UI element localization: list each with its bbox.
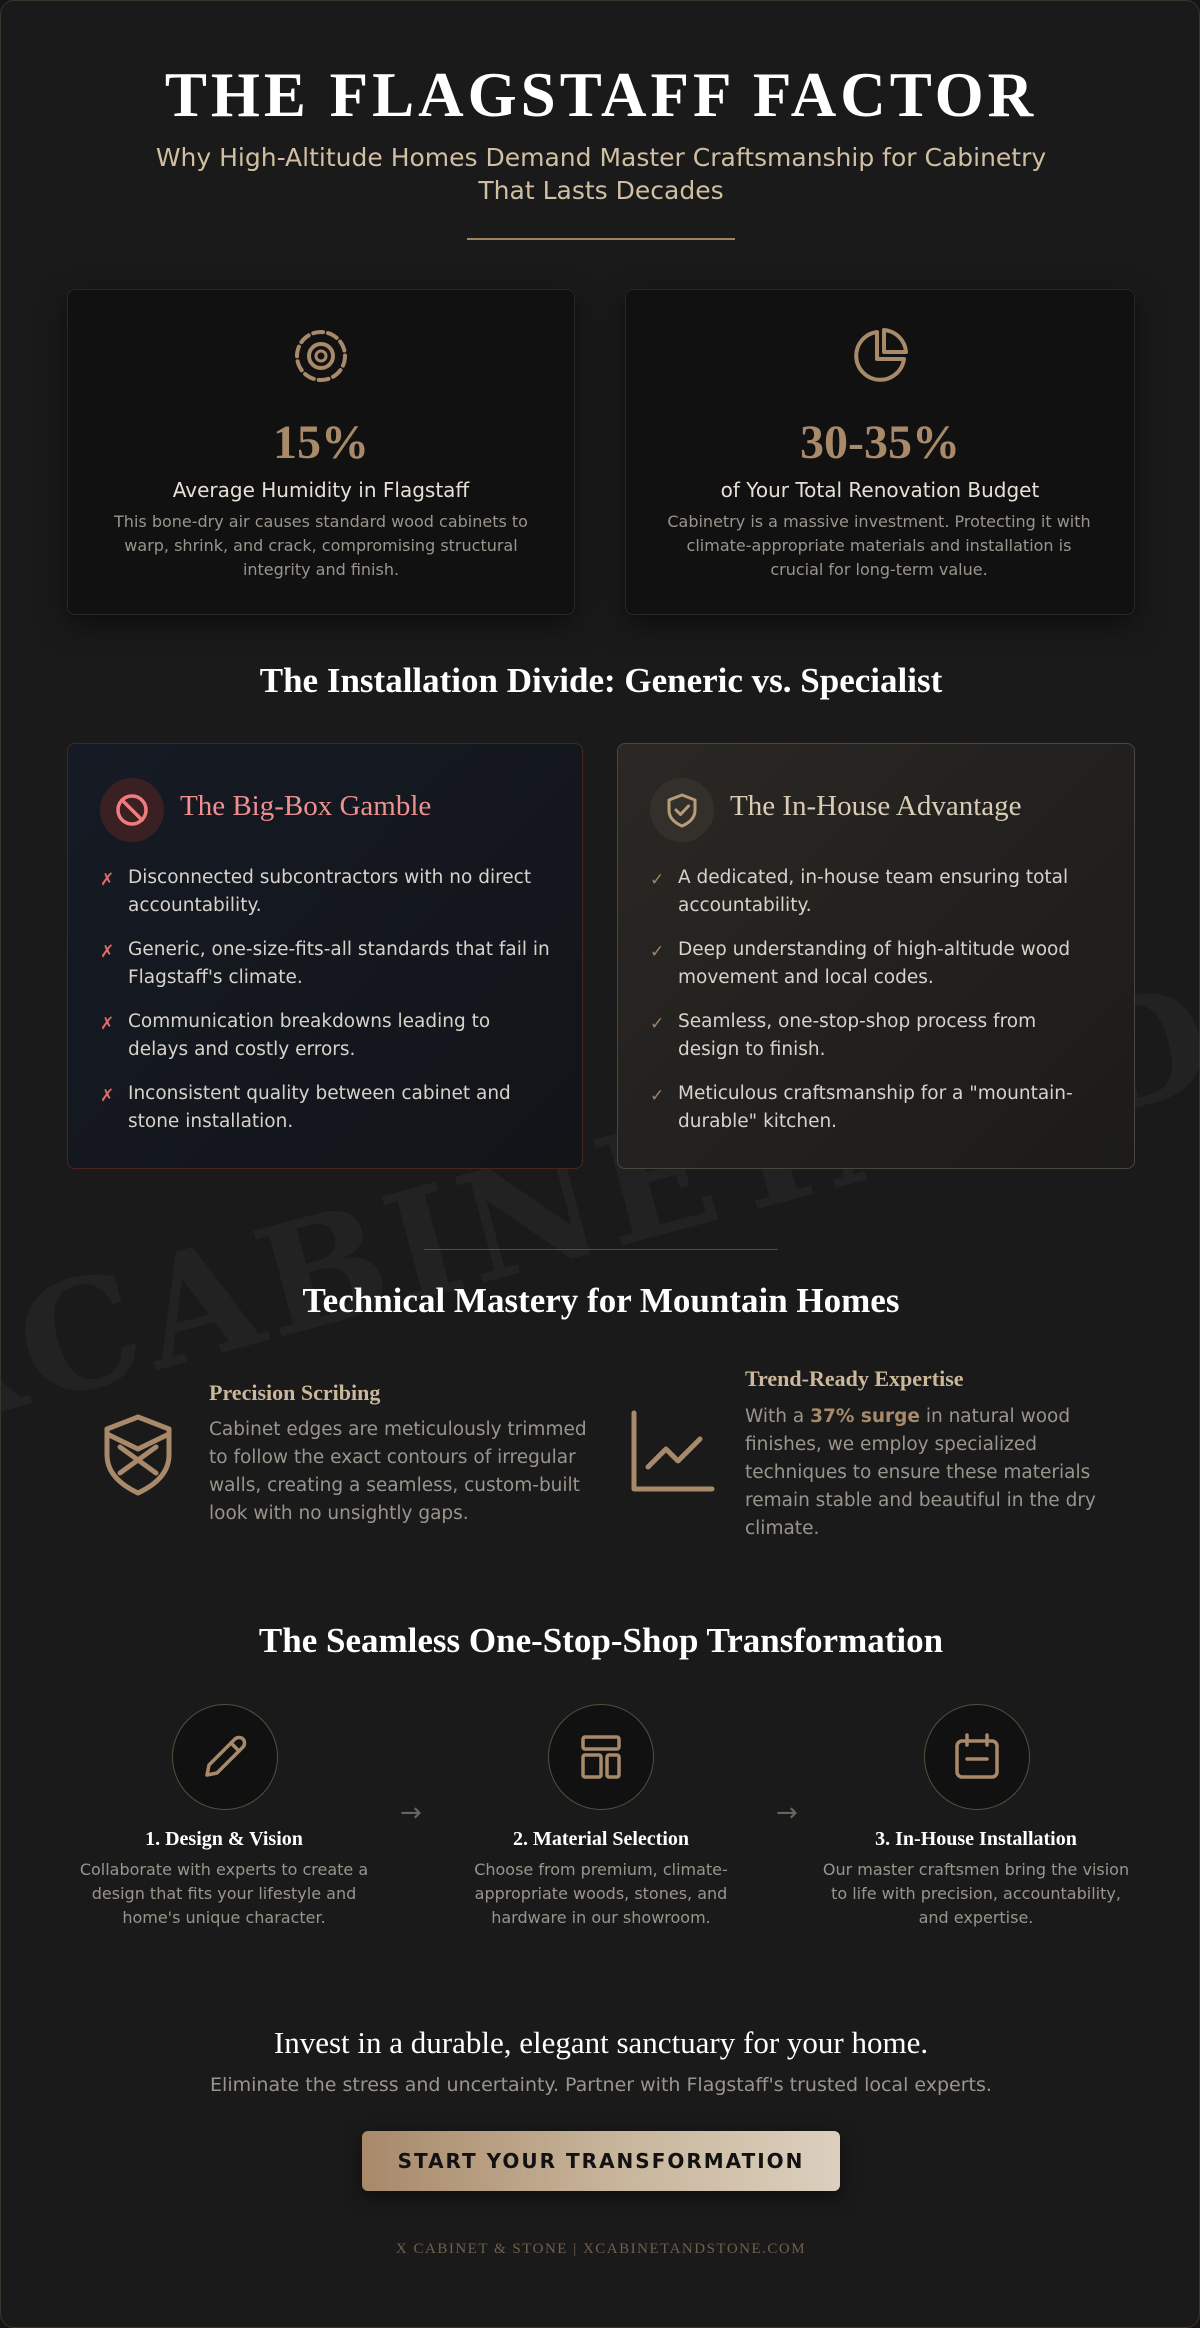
step-title: 2. Material Selection [512,1828,690,1850]
list-item-text: Generic, one-size-fits-all standards that fail in Flagstaff's climate. [128,939,550,988]
check-icon: ✓ [650,1086,665,1106]
x-mark-icon: ✗ [100,942,115,962]
pie-chart-icon [850,326,910,386]
stat-card-budget [625,289,1135,615]
x-mark-icon: ✗ [100,1014,115,1034]
stat-card-humidity [67,289,575,615]
page-subtitle: Why High-Altitude Homes Demand Master Craftsmanship for Cabinetry That Lasts Decades [155,143,1047,205]
step-arrow-icon: → [776,1798,798,1828]
start-transformation-button[interactable]: START YOUR TRANSFORMATION [362,2131,840,2191]
mastery-item-title: Trend-Ready Expertise [745,1366,964,1391]
highlight-stat: 37% surge [810,1406,920,1427]
stat-description: Cabinetry is a massive investment. Protecting it with climate-appropriate materials and installation is crucial for long-term value. [667,512,1091,579]
step-description: Our master craftsmen bring the vision to life with precision, accountability, and expertise. [822,1860,1130,1927]
stat-value: 30-35% [800,416,960,469]
trend-chart-icon [626,1409,716,1499]
x-mark-icon: ✗ [100,870,115,890]
mastery-item-text: Cabinet edges are meticulously trimmed to follow the exact contours of irregular walls, creating a seamless, custom-built look with no unsightly gaps. [209,1419,587,1524]
x-mark-icon: ✗ [100,1086,115,1106]
header-divider [467,238,735,240]
specialist-title: The In-House Advantage [730,790,1022,822]
check-icon: ✓ [650,1014,665,1034]
mastery-item-title: Precision Scribing [209,1380,381,1405]
list-item [650,1008,1100,1080]
list-item-text: Seamless, one-stop-shop process from design to finish. [678,1011,1037,1060]
step-title: 3. In-House Installation [875,1828,1077,1850]
ban-icon-wrap [100,778,164,842]
stat-label: of Your Total Renovation Budget [720,478,1040,502]
step-icon-circle [548,1704,654,1810]
step-arrow-icon: → [400,1798,422,1828]
step-icon-circle [172,1704,278,1810]
stat-description: This bone-dry air causes standard wood cabinets to warp, shrink, and crack, compromising structural integrity and finish. [114,512,528,579]
scribe-icon [93,1409,183,1499]
list-item [100,864,550,936]
cta-title: Invest in a durable, elegant sanctuary for your home. [273,2025,929,2060]
generic-list [100,864,550,1152]
list-item-text: Deep understanding of high-altitude wood movement and local codes. [678,939,1071,988]
stat-value: 15% [273,416,369,469]
pencil-icon [199,1731,251,1783]
footer: X CABINET & STONE | XCABINETANDSTONE.COM [395,2241,807,2257]
page-title: THE FLAGSTAFF FACTOR [164,60,1038,130]
list-item [100,1008,550,1080]
specialist-card [617,743,1135,1169]
mastery-item-text: With a 37% surge in natural wood finishes, we employ specialized techniques to ensure these materials remain stable and beautiful in the dry climate. [745,1406,1096,1539]
section-divider [424,1249,778,1250]
list-item-text: Disconnected subcontractors with no direct accountability. [128,867,532,916]
list-item-text: Meticulous craftsmanship for a "mountain-durable" kitchen. [678,1083,1073,1132]
list-item [650,1080,1100,1152]
mastery-title: Technical Mastery for Mountain Homes [302,1281,900,1320]
cta-subtitle: Eliminate the stress and uncertainty. Partner with Flagstaff's trusted local experts. [210,2074,992,2096]
comparison-title: The Installation Divide: Generic vs. Specialist [259,661,943,700]
check-icon: ✓ [650,870,665,890]
specialist-list [650,864,1100,1152]
generic-title: The Big-Box Gamble [180,790,432,822]
step-description: Collaborate with experts to create a design that fits your lifestyle and home's unique character. [79,1860,369,1927]
layout-icon [575,1731,627,1783]
list-item-text: Communication breakdowns leading to delays and costly errors. [128,1011,491,1060]
step-description: Choose from premium, climate-appropriate woods, stones, and hardware in our showroom. [474,1860,728,1927]
generic-card [67,743,583,1169]
process-title: The Seamless One-Stop-Shop Transformation [258,1621,944,1660]
stat-label: Average Humidity in Flagstaff [172,478,470,502]
list-item [100,936,550,1008]
list-item-text: A dedicated, in-house team ensuring total accountability. [678,867,1069,916]
gear-icon [291,326,351,386]
list-item [100,1080,550,1152]
step-title: 1. Design & Vision [145,1828,303,1850]
calendar-icon [951,1731,1003,1783]
ban-icon [100,778,164,842]
list-item-text: Inconsistent quality between cabinet and stone installation. [128,1083,511,1132]
check-icon: ✓ [650,942,665,962]
list-item [650,936,1100,1008]
step-icon-circle [924,1704,1030,1810]
shield-icon-wrap [650,778,714,842]
list-item [650,864,1100,936]
shield-check-icon [650,778,714,842]
